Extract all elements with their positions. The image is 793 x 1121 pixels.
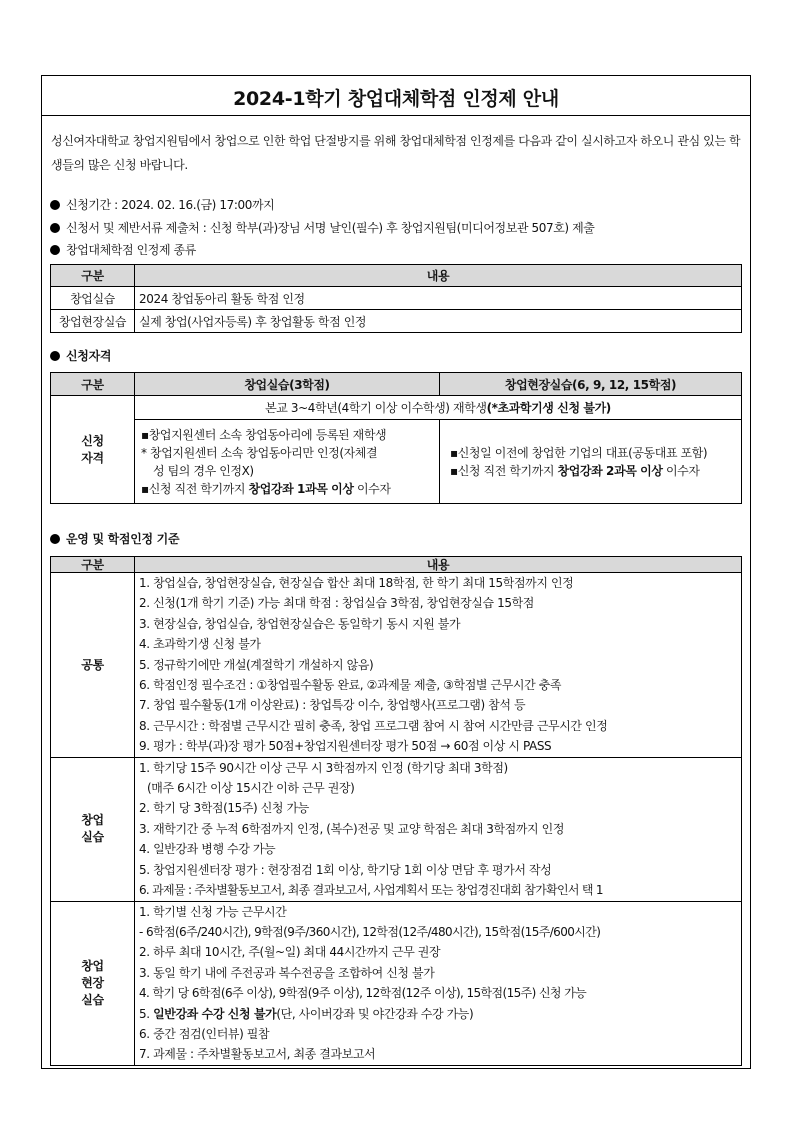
ops-common-items: 1. 창업실습, 창업현장실습, 현장실습 합산 최대 18학점, 한 학기 최대 15학점까지 인정 2. 신청(1개 학기 기준) 가능 최대 학점 : 창업실습 3학점, 창업현장실습 15학점 3. 현장실습, 창업실습, 창업현장실습은 동일학기 동시 지원 불가 4. 초과학기생 신청 불가 5. 정규학기에만 개설(계절학기 개설하지 않음) 6. 학점인정 필수조건 : ①창업필수활동 완료, ②과제물 제출, ③학점별 근무시간 충족 7. 창업 필수활동(1개 이상완료) : 창업특강 이수, 창업행사(프로그램) 참석 등 8. 근무시간 : 학점별 근무시간 필히 충족, 창업 프로그램 참여 시 참여 시간만큼 근무시간 인정 9. 평가 : 학부(과)장 평가 50점+창업지원센터장 평가 50점 → 60점 이상 시 PASS [135, 573, 742, 758]
ops-header-category: 구분 [51, 557, 135, 573]
table-row [51, 287, 742, 310]
bullet-icon [50, 223, 60, 233]
page-title: 2024-1학기 창업대체학점 인정제 안내 [233, 88, 559, 110]
bullet-icon [50, 534, 60, 544]
qual-field-requirements: ▪신청일 이전에 창업한 기업의 대표(공동대표 포함) ▪신청 직전 학기까지 창업강좌 2과목 이상 이수자 [440, 420, 742, 504]
ops-header-content: 내용 [135, 557, 742, 573]
types-cell-category: 창업현장실습 [51, 310, 135, 333]
table-row [51, 757, 742, 901]
ops-common-label: 공통 [51, 573, 135, 758]
bullet-apply-period: 신청기간 : 2024. 02. 16.(금) 17:00까지 [50, 194, 595, 217]
operation-heading: 운영 및 학점인정 기준 [50, 530, 179, 547]
document-frame [41, 75, 751, 1069]
bullet-submission: 신청서 및 제반서류 제출처 : 신청 학부(과)장님 서명 날인(필수) 후 창업지원팀(미디어정보관 507호) 제출 [50, 217, 595, 240]
table-row [51, 420, 742, 504]
qual-header-category: 구분 [51, 373, 135, 396]
qual-practice-requirements: ▪창업지원센터 소속 창업동아리에 등록된 재학생 * 창업지원센터 소속 창업동아리만 인정(자체결 성 팀의 경우 인정X) ▪신청 직전 학기까지 창업강좌 1과목 이상 이수자 [135, 420, 440, 504]
ops-field-label: 창업 현장 실습 [51, 901, 135, 1065]
types-header-content: 내용 [135, 265, 742, 287]
ops-practice-label: 창업 실습 [51, 757, 135, 901]
types-table [50, 264, 742, 333]
qualification-table [50, 372, 742, 504]
intro-paragraph: 성신여자대학교 창업지원팀에서 창업으로 인한 학업 단절방지를 위해 창업대체학점 인정제를 다음과 같이 실시하고자 하오니 관심 있는 학생들의 많은 신청 바랍니다. [51, 134, 741, 172]
table-row [51, 310, 742, 333]
bullet-icon [50, 245, 60, 255]
bullet-types: 창업대체학점 인정제 종류 [50, 239, 595, 262]
bullet-icon [50, 351, 60, 361]
qual-header-field: 창업현장실습(6, 9, 12, 15학점) [440, 373, 742, 396]
table-row [51, 573, 742, 758]
info-bullets [50, 194, 595, 262]
operation-table [50, 556, 742, 1066]
types-cell-content: 2024 창업동아리 활동 학점 인정 [135, 287, 742, 310]
qualification-heading: 신청자격 [50, 347, 111, 364]
table-row [51, 901, 742, 1065]
ops-practice-items: 1. 학기당 15주 90시간 이상 근무 시 3학점까지 인정 (학기당 최대 3학점) (매주 6시간 이상 15시간 이하 근무 권장) 2. 학기 당 3학점(15주) 신청 가능 3. 재학기간 중 누적 6학점까지 인정, (복수)전공 및 교양 학점은 최대 3학점까지 인정 4. 일반강좌 병행 수강 가능 5. 창업지원센터장 평가 : 현장점검 1회 이상, 학기당 1회 이상 면담 후 평가서 작성 6. 과제물 : 주차별활동보고서, 최종 결과보고서, 사업계획서 또는 창업경진대회 참가확인서 택 1 [135, 757, 742, 901]
types-cell-content: 실제 창업(사업자등록) 후 창업활동 학점 인정 [135, 310, 742, 333]
table-row [51, 396, 742, 420]
qual-header-practice: 창업실습(3학점) [135, 373, 440, 396]
qual-row-label: 신청 자격 [51, 396, 135, 504]
types-header-category: 구분 [51, 265, 135, 287]
ops-field-items: 1. 학기별 신청 가능 근무시간 - 6학점(6주/240시간), 9학점(9주/360시간), 12학점(12주/480시간), 15학점(15주/600시간) 2. 하루 최대 10시간, 주(월~일) 최대 44시간까지 근무 권장 3. 동일 학기 내에 주전공과 복수전공을 조합하여 신청 불가 4. 학기 당 6학점(6주 이상), 9학점(9주 이상), 12학점(12주 이상), 15학점(15주) 신청 가능 5. 일반강좌 수강 신청 불가(단, 사이버강좌 및 야간강좌 수강 가능) 6. 중간 점검(인터뷰) 필참 7. 과제물 : 주차별활동보고서, 최종 결과보고서 [135, 901, 742, 1065]
bullet-icon [50, 200, 60, 210]
title-divider [42, 115, 750, 116]
qual-common-requirement: 본교 3~4학년(4학기 이상 이수학생) 재학생(*초과학기생 신청 불가) [135, 396, 742, 420]
types-cell-category: 창업실습 [51, 287, 135, 310]
